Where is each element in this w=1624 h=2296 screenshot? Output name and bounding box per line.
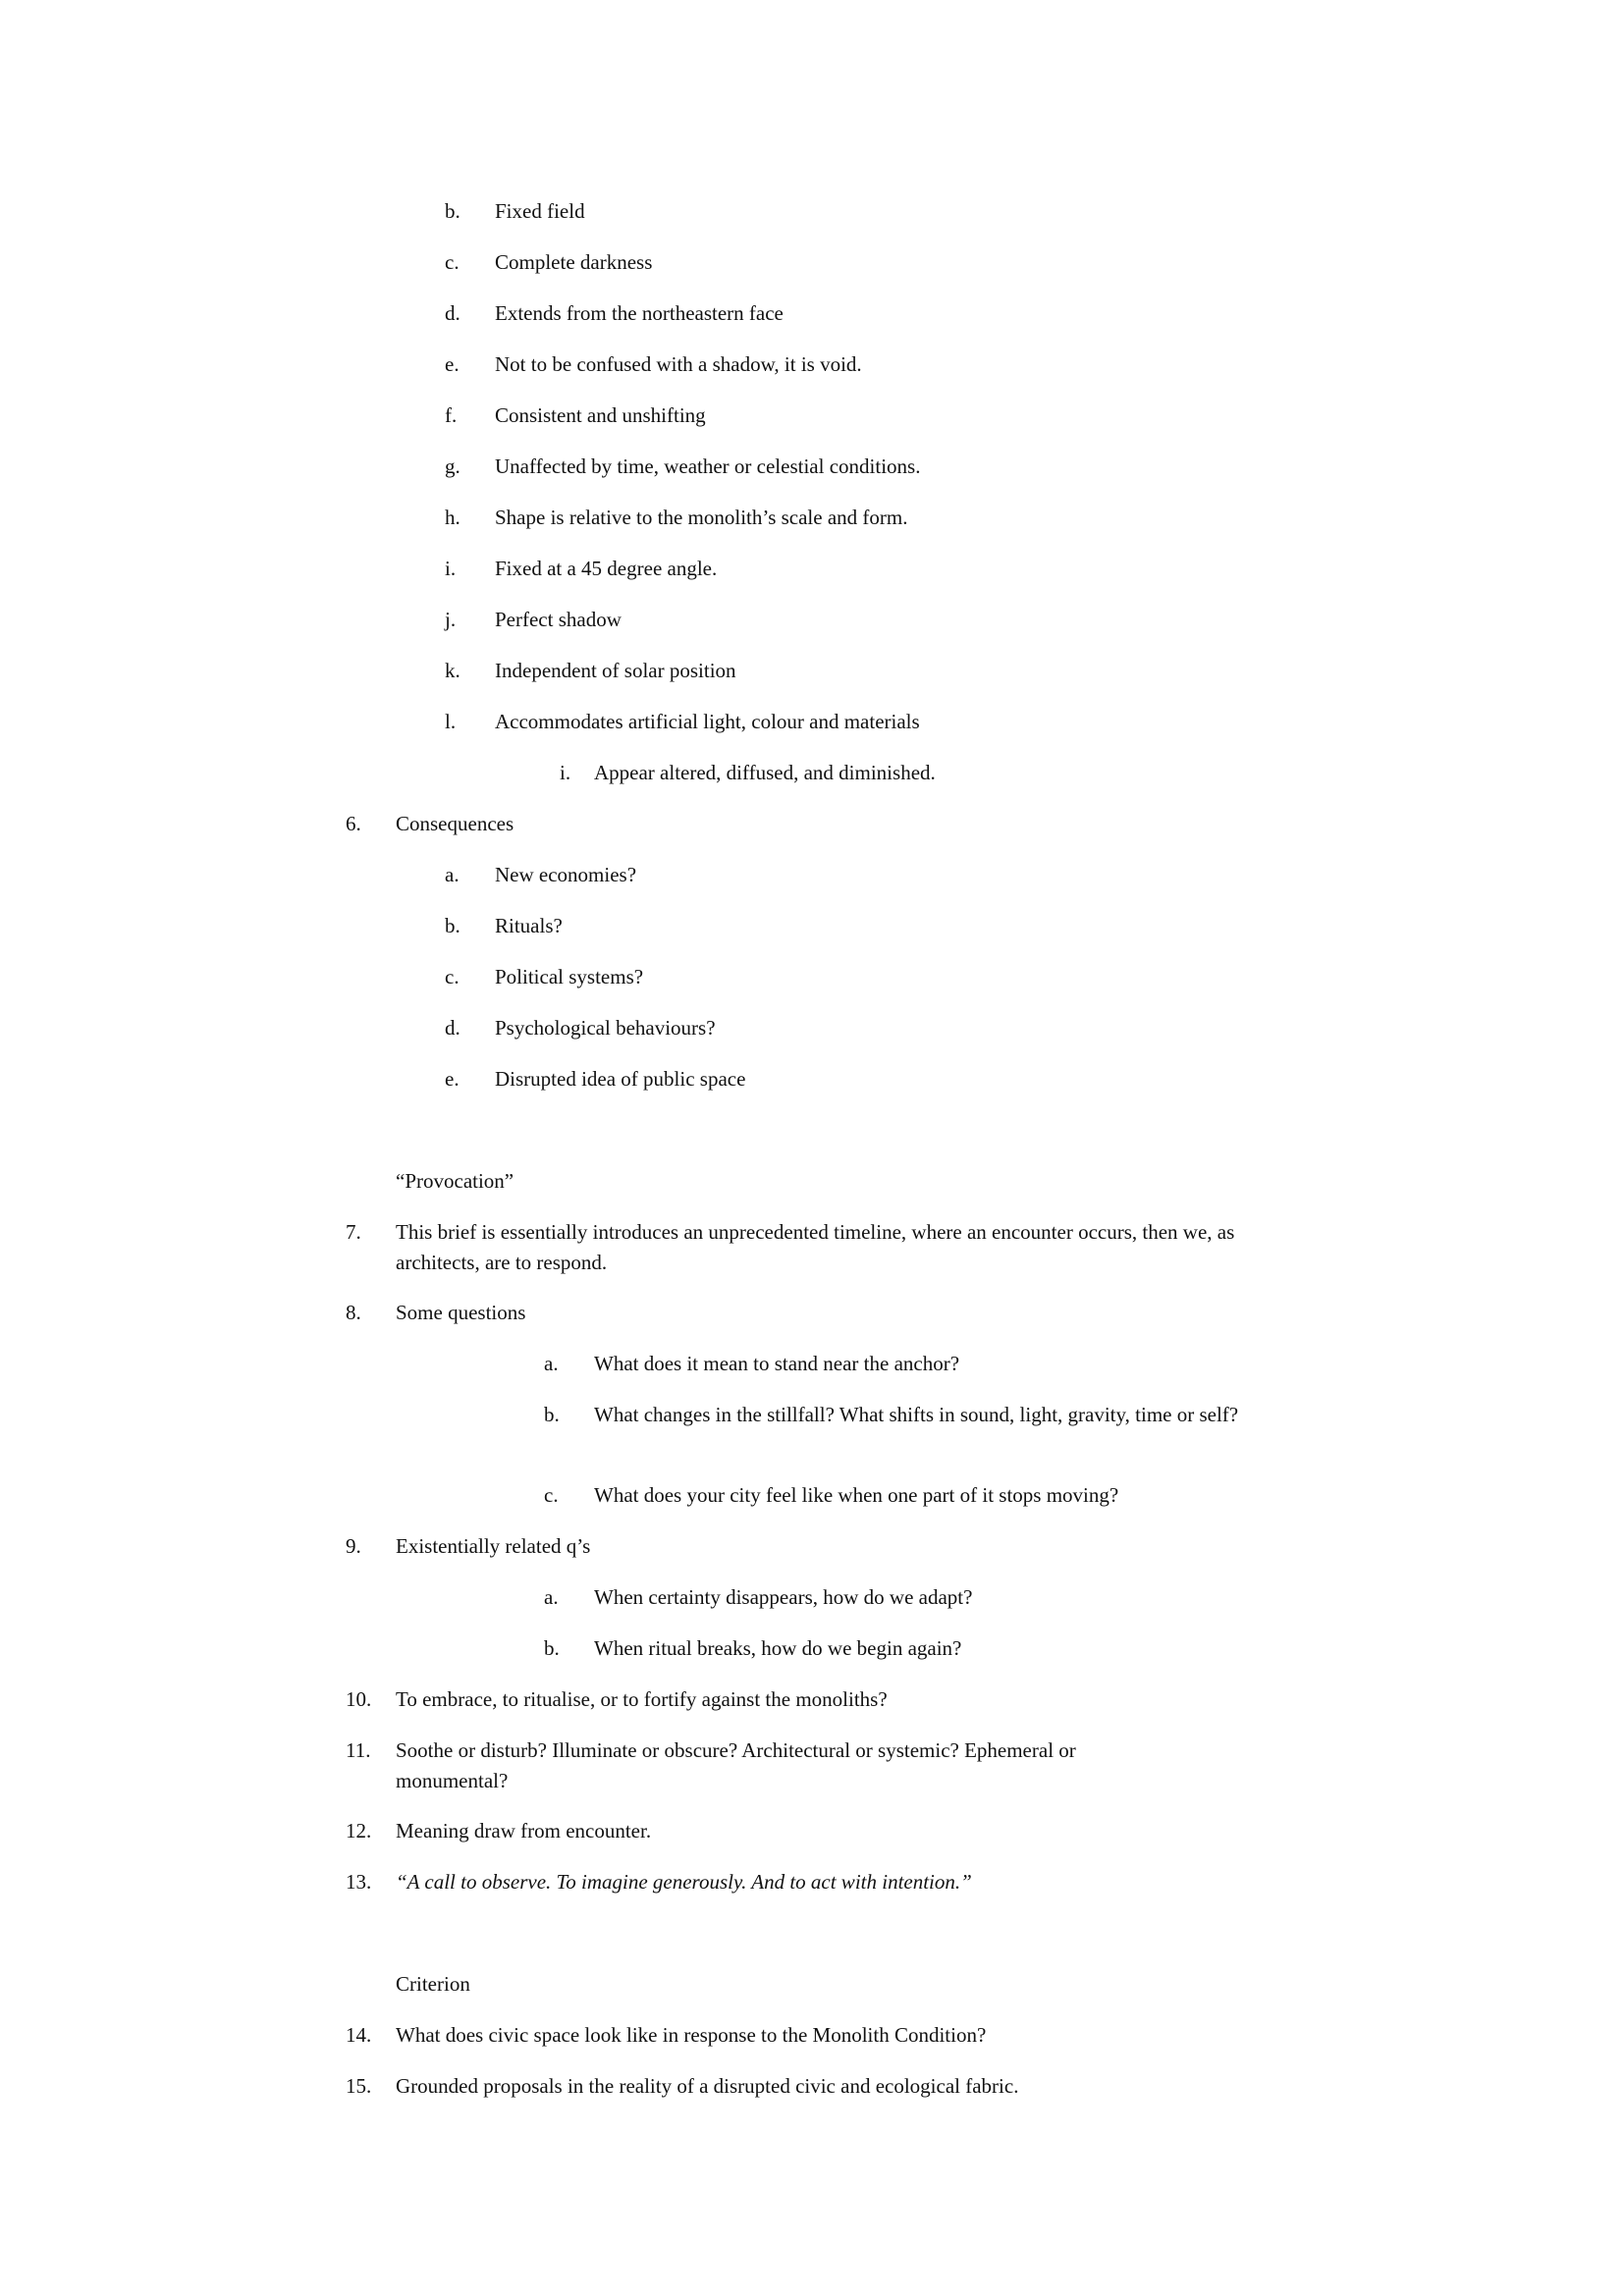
list-marker: b. [445,914,460,937]
list-text: Shape is relative to the monolith’s scale and form. [495,506,908,529]
list-marker: g. [445,454,460,478]
list-text: Soothe or disturb? Illuminate or obscure? Architectural or systemic? Ephemeral or monumental? [396,1738,1076,1792]
list-marker: 8. [346,1301,361,1324]
list-text: Fixed at a 45 degree angle. [495,557,718,580]
list-text: Existentially related q’s [396,1534,591,1558]
list-text: What changes in the stillfall? What shifts in sound, light, gravity, time or self? [594,1403,1239,1426]
list-marker: 13. [346,1870,372,1894]
list-marker: a. [445,863,460,886]
list-text: Appear altered, diffused, and diminished. [594,761,936,784]
list-text: Accommodates artificial light, colour and materials [495,710,920,733]
list-text: Perfect shadow [495,608,622,631]
list-marker: 6. [346,812,361,835]
list-marker: i. [560,761,571,784]
list-text: Consequences [396,812,514,835]
list-marker: c. [544,1483,559,1507]
list-marker: 10. [346,1687,372,1711]
list-marker: d. [445,1016,460,1040]
list-marker: 9. [346,1534,361,1558]
section-heading-provocation: “Provocation” [396,1169,514,1193]
quote-text: “A call to observe. To imagine generously. And to act with intention.” [396,1870,972,1894]
list-marker: a. [544,1352,559,1375]
list-text: Rituals? [495,914,563,937]
list-text: New economies? [495,863,637,886]
list-text: Fixed field [495,199,585,223]
list-text: Complete darkness [495,250,653,274]
list-text: Political systems? [495,965,644,988]
list-text: Some questions [396,1301,526,1324]
list-marker: 15. [346,2074,372,2098]
list-text: Grounded proposals in the reality of a disrupted civic and ecological fabric. [396,2074,1019,2098]
list-text: Disrupted idea of public space [495,1067,746,1091]
section-heading-criterion: Criterion [396,1972,470,1996]
list-marker: 7. [346,1220,361,1244]
list-text: Consistent and unshifting [495,403,706,427]
list-marker: l. [445,710,457,733]
list-text: What does it mean to stand near the anchor? [594,1352,960,1375]
list-marker: 14. [346,2023,372,2047]
list-marker: j. [445,608,457,631]
list-marker: c. [445,965,460,988]
list-marker: e. [445,352,460,376]
list-marker: 11. [346,1738,371,1762]
list-marker: f. [445,403,458,427]
list-marker: d. [445,301,460,325]
list-text: What does civic space look like in response to the Monolith Condition? [396,2023,987,2047]
list-marker: b. [445,199,460,223]
list-marker: 12. [346,1819,372,1842]
list-text: Extends from the northeastern face [495,301,784,325]
list-text: When ritual breaks, how do we begin again? [594,1636,962,1660]
list-text: Unaffected by time, weather or celestial conditions. [495,454,921,478]
list-text: Not to be confused with a shadow, it is void. [495,352,862,376]
list-marker: b. [544,1636,560,1660]
list-marker: b. [544,1403,560,1426]
list-text: This brief is essentially introduces an unprecedented timeline, where an encounter occurs, then we, as architects, are to respond. [396,1220,1235,1274]
list-marker: i. [445,557,457,580]
list-text: Meaning draw from encounter. [396,1819,652,1842]
list-text: Psychological behaviours? [495,1016,716,1040]
list-marker: k. [445,659,460,682]
list-text: Independent of solar position [495,659,736,682]
list-marker: h. [445,506,460,529]
list-marker: e. [445,1067,460,1091]
list-text: To embrace, to ritualise, or to fortify against the monoliths? [396,1687,888,1711]
list-marker: c. [445,250,460,274]
list-marker: a. [544,1585,559,1609]
list-text: When certainty disappears, how do we adapt? [594,1585,973,1609]
list-text: What does your city feel like when one part of it stops moving? [594,1483,1119,1507]
